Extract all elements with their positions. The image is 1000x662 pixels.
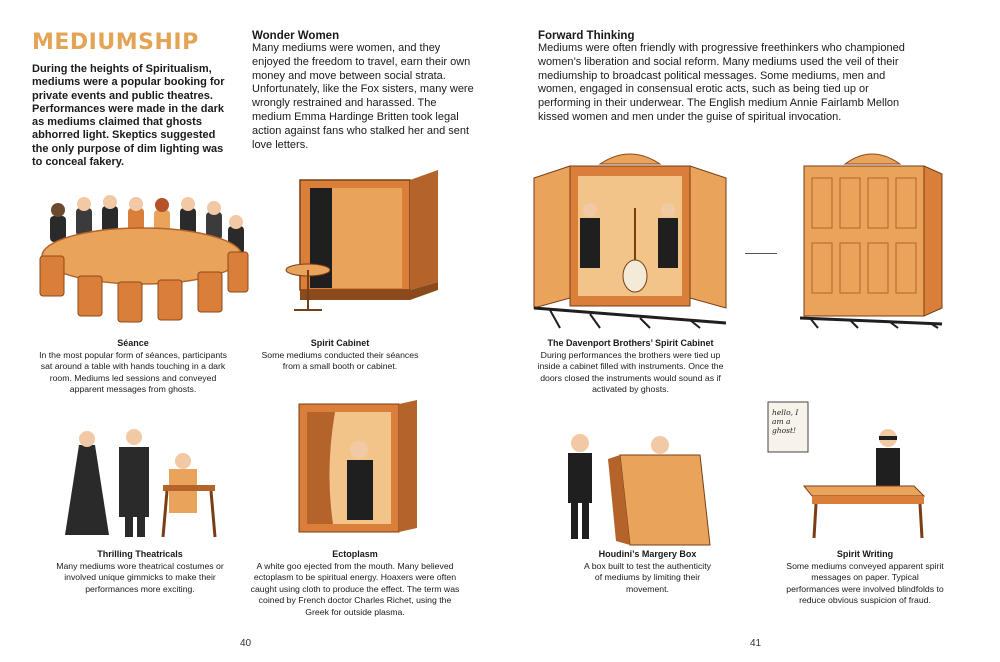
caption-text: A box built to test the authenticity of mediums by limiting their movement. [583, 560, 711, 594]
caption-ectoplasm [250, 549, 460, 619]
wonder-women-section [252, 30, 477, 152]
page-title: MEDIUMSHIP [32, 30, 199, 55]
davenport-cabinet-closed [800, 148, 945, 328]
caption-davenport-cabinet [533, 338, 728, 396]
spirit-cabinet-illustration [280, 170, 450, 330]
caption-margery-box [580, 549, 715, 595]
caption-text: During performances the brothers were tied up inside a cabinet filled with instruments. Once the doors closed the instruments would sound as if activated by ghosts. [537, 349, 724, 395]
page-number-right: 41 [750, 638, 762, 649]
section-heading: Forward Thinking [538, 30, 635, 42]
theatricals-illustration [55, 425, 235, 540]
davenport-cabinet-open [530, 148, 730, 328]
caption-seance [38, 338, 228, 396]
caption-title: Houdini’s Margery Box [598, 549, 697, 559]
caption-title: Spirit Writing [836, 549, 894, 559]
caption-title: Thrilling Theatricals [97, 549, 183, 559]
caption-text: A white goo ejected from the mouth. Many believed ectoplasm to be spiritual energy. Hoaxers were often caught using cloth to produce the effect. The term was coined by French doctor Charles Richet, using the Greek for outside plasma. [250, 560, 460, 617]
margery-box-illustration [560, 425, 730, 545]
caption-text: Some mediums conducted their séances from a small booth or cabinet. [261, 349, 419, 372]
divider-line [745, 253, 777, 254]
caption-text: Many mediums wore theatrical costumes or involved unique gimmicks to make their performances more exciting. [56, 560, 224, 594]
caption-title: Spirit Cabinet [310, 338, 370, 348]
intro-paragraph: During the heights of Spiritualism, mediums were a popular booking for private events and public theatres. Performances were made in the dark as mediums claimed that ghosts abhorred light. Skeptics suggested the only purpose of dim lighting was to conceal fakery. [32, 63, 225, 169]
section-body: Many mediums were women, and they enjoyed the freedom to travel, earn their own money and move between social strata. Unfortunately, like the Fox sisters, many were wrongly restrained and harassed. The medium Emma Hardinge Britten took legal action against fans who stalked her and sent love letters. [252, 42, 474, 151]
caption-thrilling-theatricals [40, 549, 240, 595]
seance-illustration [30, 196, 255, 331]
caption-title: Ectoplasm [332, 549, 378, 559]
section-heading: Wonder Women [252, 30, 340, 42]
caption-text: In the most popular form of séances, participants sat around a table with hands touching in a dark room. Mediums led sessions and conveyed apparent messages from ghosts. [39, 349, 227, 395]
caption-spirit-writing [785, 549, 945, 607]
caption-text: Some mediums conveyed apparent spirit messages on paper. Typical performances were involved blindfolds to reduce obvious suspicion of fraud. [786, 560, 944, 606]
caption-title: Séance [117, 338, 149, 348]
section-body: Mediums were often friendly with progressive freethinkers who championed women’s liberation and social reform. Many mediums used the veil of their mediumship to broadcast political messages. Some mediums, men and women, engaged in consensual erotic acts, such as being tied up or performing in their underwear. The English medium Annie Fairlamb Mellon kissed women and men under the guise of spiritual invocation. [538, 42, 905, 123]
ectoplasm-illustration [295, 400, 425, 540]
ghost-sign-text: hello, I am a ghost! [772, 408, 799, 435]
forward-thinking-section [538, 30, 913, 125]
caption-spirit-cabinet [260, 338, 420, 373]
caption-title: The Davenport Brothers’ Spirit Cabinet [547, 338, 714, 348]
page-number-left: 40 [240, 638, 252, 649]
